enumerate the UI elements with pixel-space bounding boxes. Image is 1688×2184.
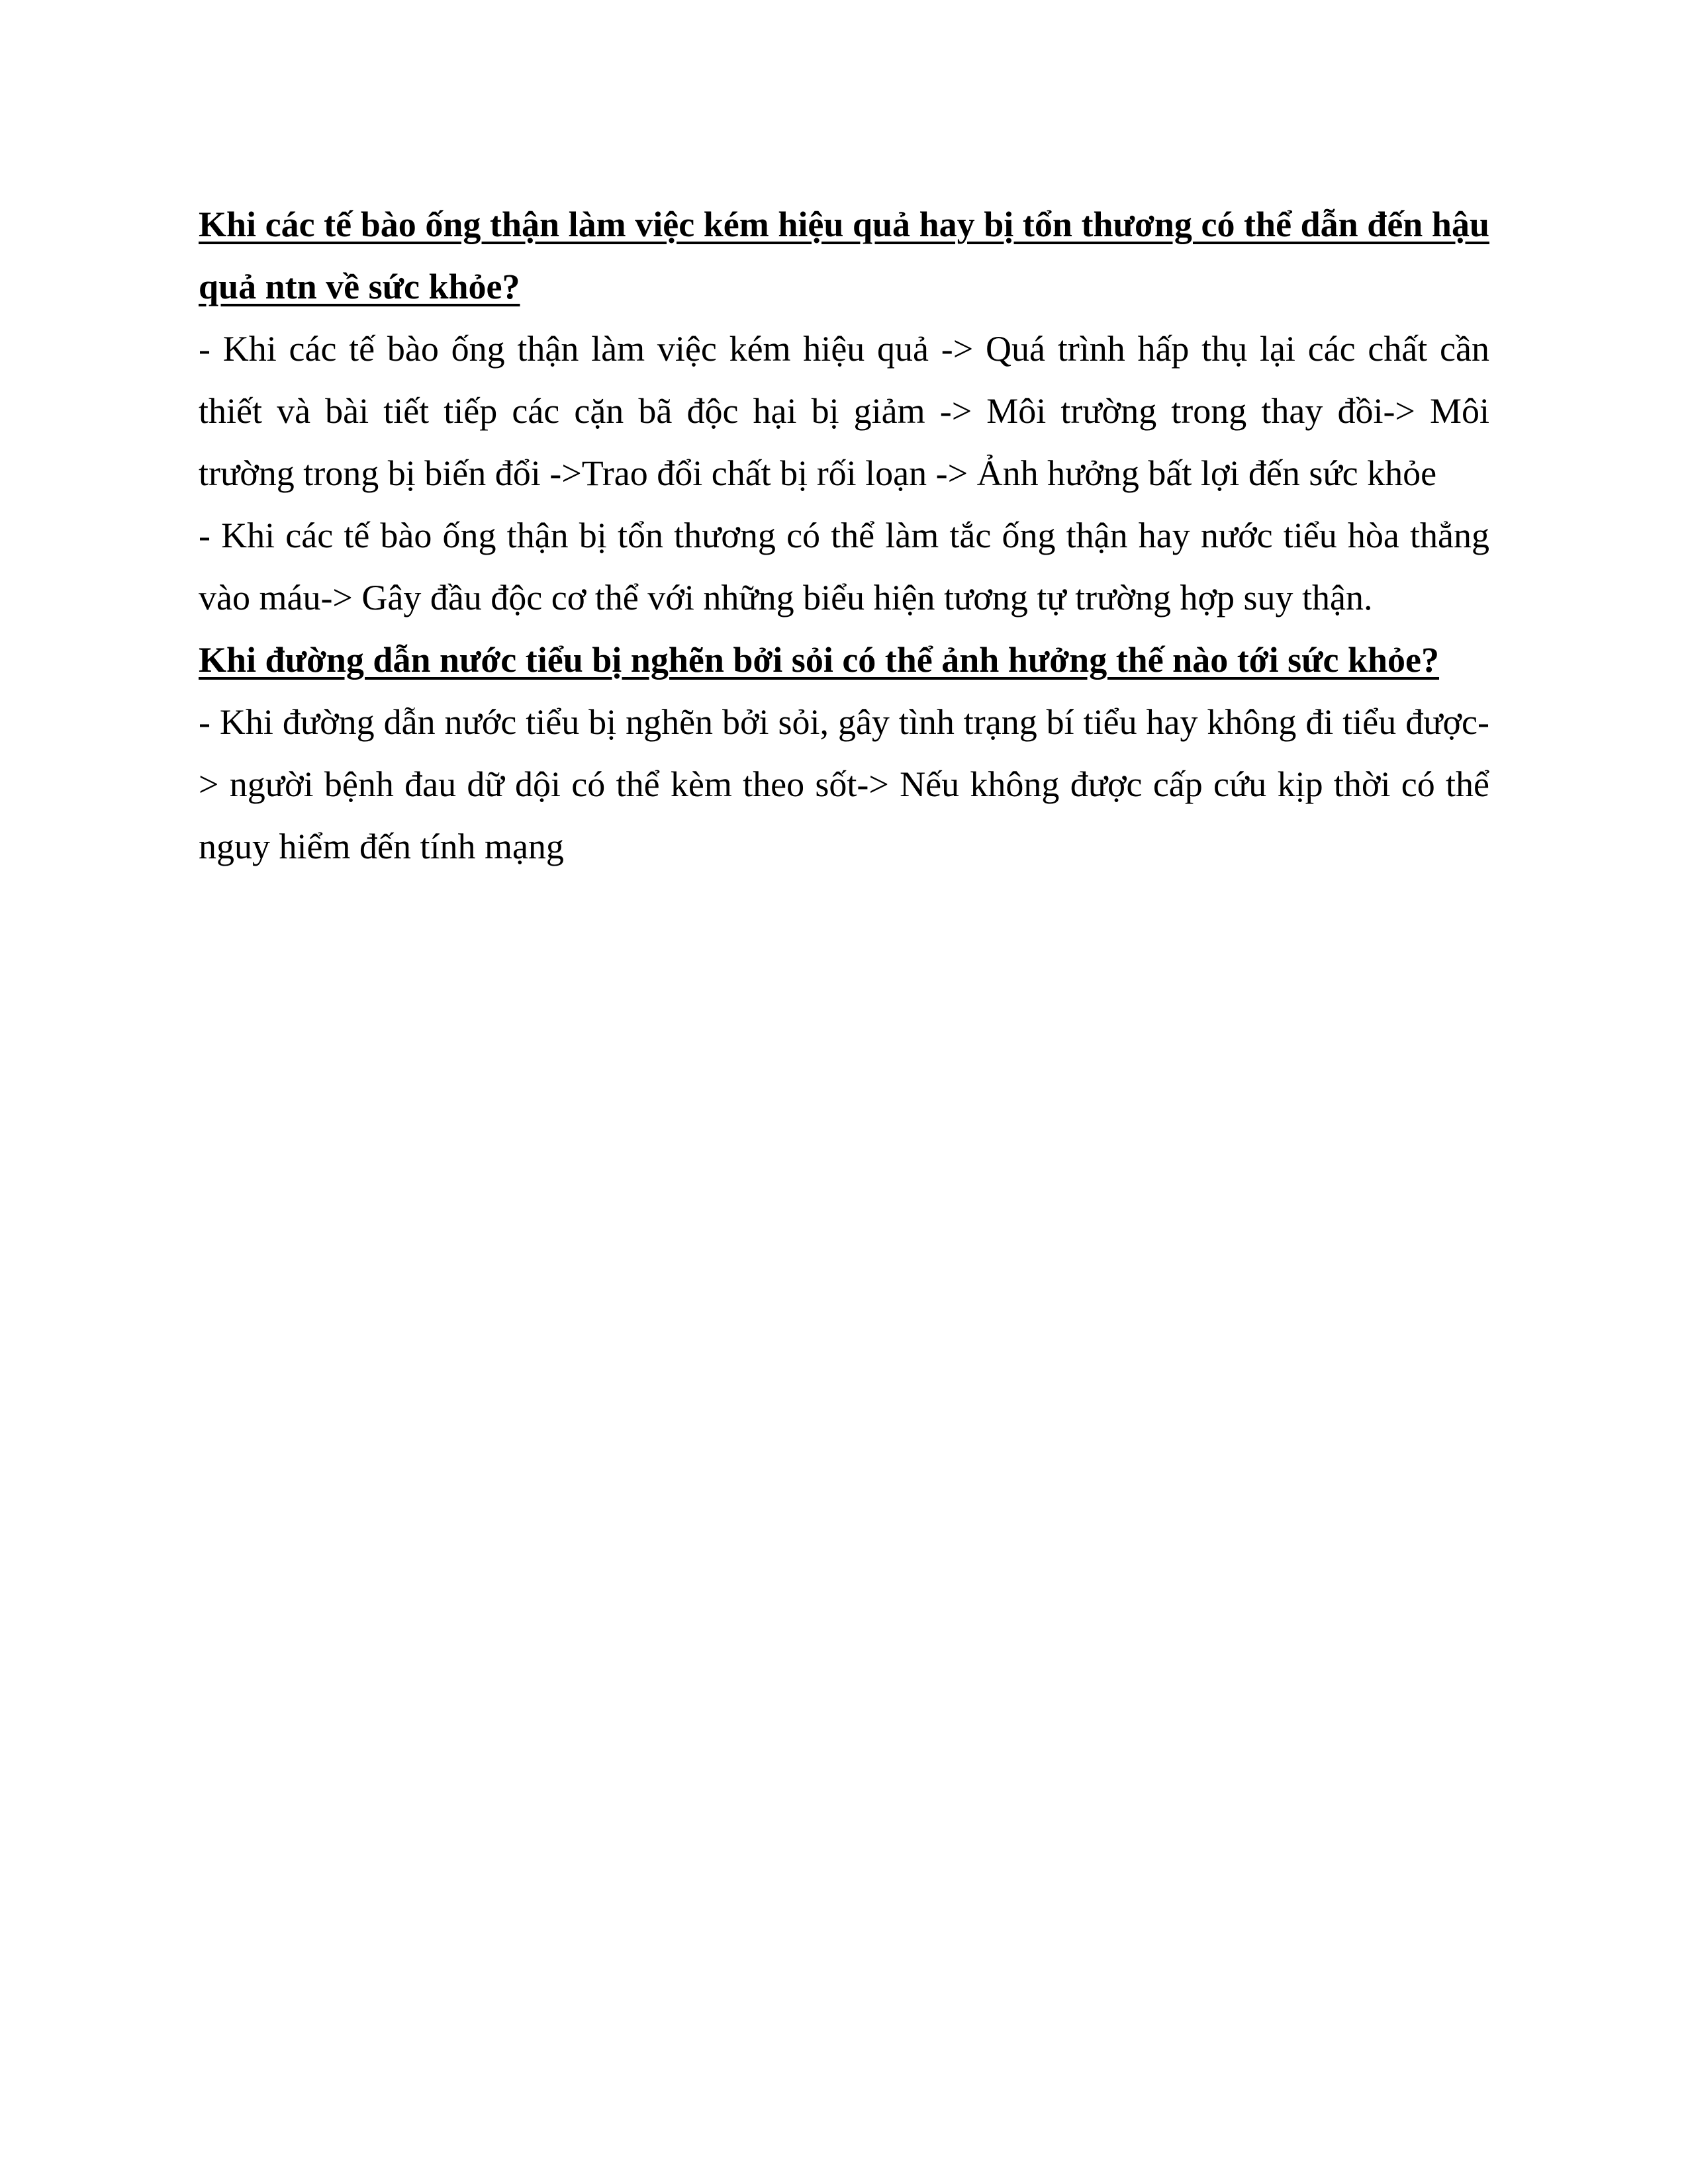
section2-heading: Khi đường dẫn nước tiểu bị nghẽn bởi sỏi có thể ảnh hưởng thế nào tới sức khỏe? (199, 640, 1440, 680)
section1-heading: Khi các tế bào ống thận làm việc kém hiệu quả hay bị tổn thương có thể dẫn đến hậu quả ntn về sức khỏe? (199, 205, 1489, 306)
section2-paragraph-1: - Khi đường dẫn nước tiểu bị nghẽn bởi sỏi, gây tình trạng bí tiểu hay không đi tiểu được-> người bệnh đau dữ dội có thể kèm theo sốt-> Nếu không được cấp cứu kịp thời có thể nguy hiểm đến tính mạng (199, 702, 1489, 866)
section1-paragraph-2: - Khi các tế bào ống thận bị tổn thương có thể làm tắc ống thận hay nước tiểu hòa thẳng vào máu-> Gây đầu độc cơ thể với những biểu hiện tương tự trường hợp suy thận. (199, 516, 1489, 617)
document-body (199, 193, 1489, 878)
section1-paragraph-1: - Khi các tế bào ống thận làm việc kém hiệu quả -> Quá trình hấp thụ lại các chất cần thiết và bài tiết tiếp các cặn bã độc hại bị giảm -> Môi trường trong thay đồi-> Môi trường trong bị biến đổi ->Trao đổi chất bị rối loạn -> Ảnh hưởng bất lợi đến sức khỏe (199, 329, 1489, 493)
